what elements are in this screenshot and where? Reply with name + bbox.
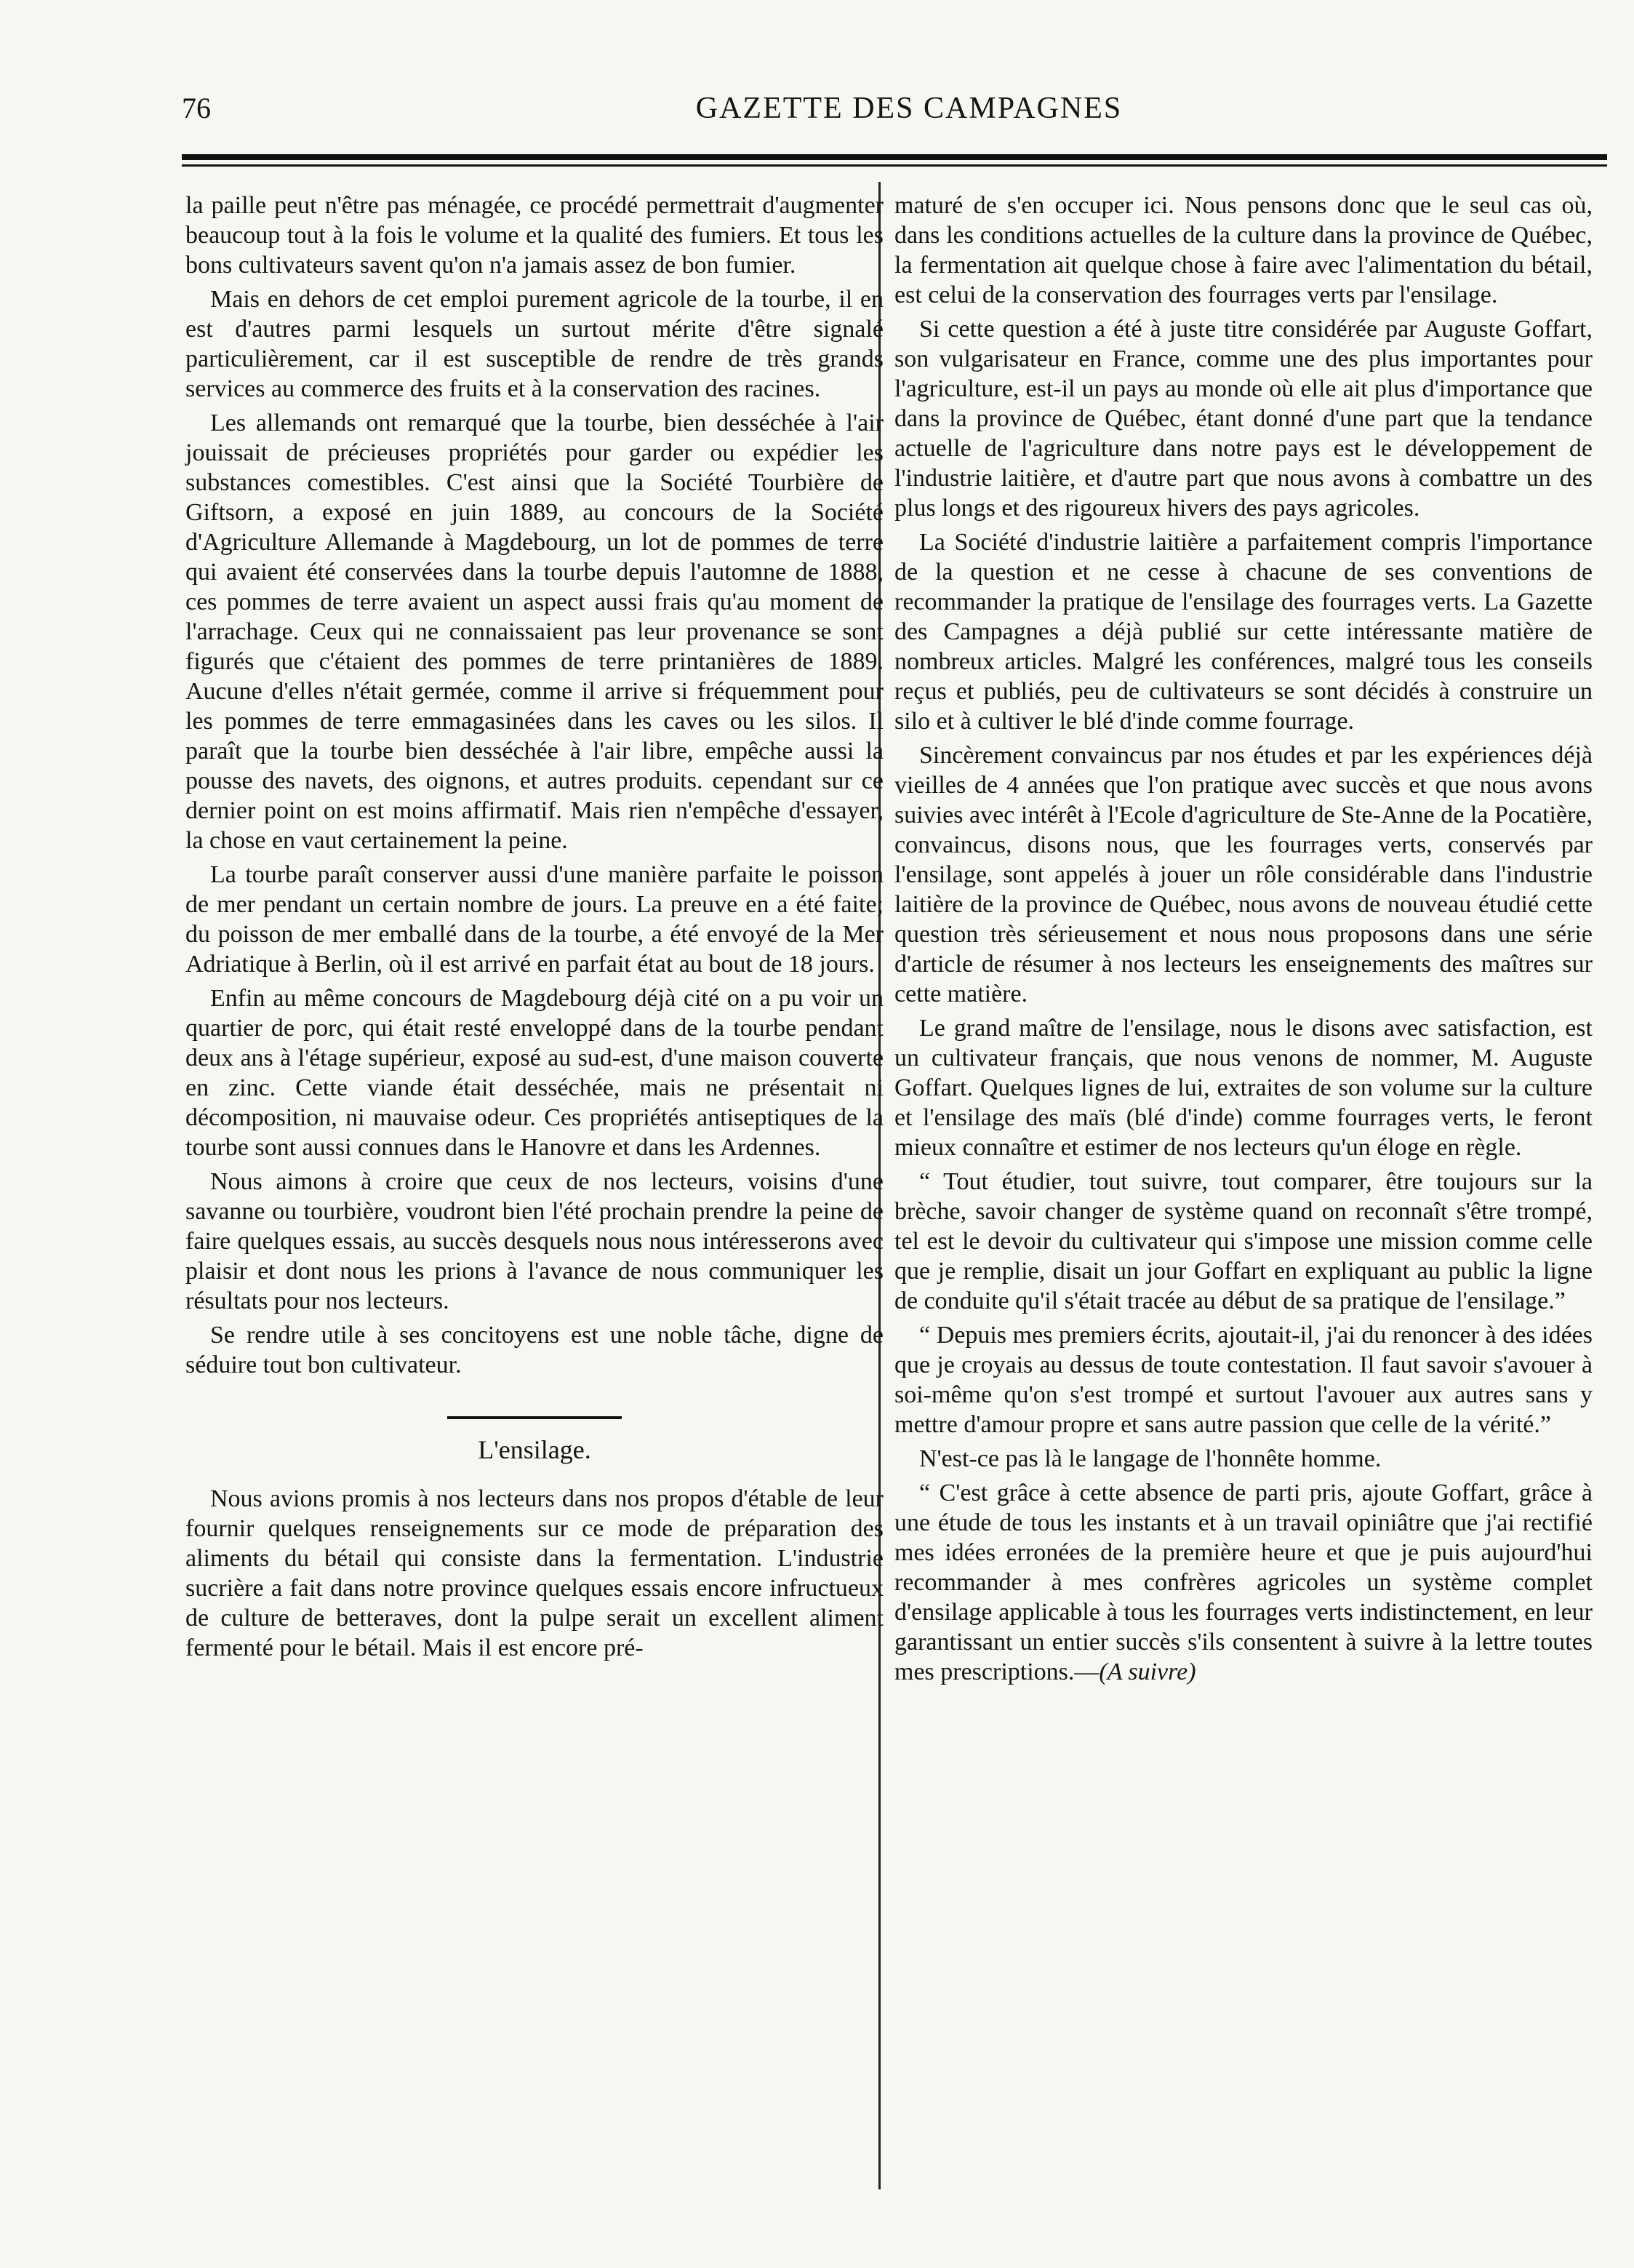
paragraph: La Société d'industrie laitière a parfaitement compris l'importance de la question et ne cesse à chacune de ses conventions de recommander la pratique de l'ensilage des fourrages verts. La Gazette des Campagnes a déjà publié sur cette intéressante matière de nombreux articles. Malgré les conférences, malgré tous les conseils reçus et publiés, peu de cultivateurs se sont décidés à construire un silo et à cultiver le blé d'inde comme fourrage.: [894, 529, 1593, 735]
quotation-paragraph: “ Depuis mes premiers écrits, ajoutait-il, j'ai du renoncer à des idées que je croyais au dessus de toute contestation. Il faut savoir s'avouer à soi-même qu'on s'est trompé et surtout l'avouer aux autres sans y mettre d'amour propre et sans autre passion que celle de la vérité.”: [894, 1322, 1593, 1438]
page-header: [182, 87, 1607, 138]
paragraph: Nous avions promis à nos lecteurs dans nos propos d'étable de leur fournir quelques renseignements sur ce mode de préparation des aliments du bétail qui consiste dans la fermentation. L'industrie sucrière a fait dans notre province quelques essais encore infructueux de culture de betteraves, dont la pulpe serait un excellent aliment fermenté pour le bétail. Mais il est encore pré-: [185, 1485, 884, 1661]
quotation-paragraph: “ Tout étudier, tout suivre, tout comparer, être toujours sur la brèche, savoir changer de système quand on reconnaît s'être trompé, tel est le devoir du cultivateur qui s'impose une mission comme celle que je remplie, disait un jour Goffart en expliquant au public la ligne de conduite qu'il s'était tracée au début de sa pratique de l'ensilage.”: [894, 1168, 1593, 1314]
paragraph: Nous aimons à croire que ceux de nos lecteurs, voisins d'une savanne ou tourbière, voudront bien l'été prochain prendre la peine de faire quelques essais, au succès desquels nous nous intéresserons avec plaisir et dont nous les prions à l'avance de nous communiquer les résultats pour nos lecteurs.: [185, 1168, 884, 1314]
paragraph: N'est-ce pas là le langage de l'honnête homme.: [919, 1445, 1382, 1472]
to-be-continued-note: (A suivre): [1099, 1658, 1196, 1685]
left-column: [185, 191, 884, 1667]
paragraph: la paille peut n'être pas ménagée, ce procédé permettrait d'augmenter beaucoup tout à la fois le volume et la qualité des fumiers. Et tous les bons cultivateurs savent qu'on n'a jamais assez de bon fumier.: [185, 192, 884, 279]
header-rule-thick: [182, 154, 1607, 160]
running-title: GAZETTE DES CAMPAGNES: [695, 92, 1123, 125]
paragraph: Se rendre utile à ses concitoyens est une noble tâche, digne de séduire tout bon cultivateur.: [185, 1322, 884, 1378]
page-number: 76: [182, 92, 211, 124]
right-column: [894, 191, 1593, 1691]
header-rule-thin: [182, 164, 1607, 167]
paragraph: Enfin au même concours de Magdebourg déjà cité on a pu voir un quartier de porc, qui était resté enveloppé dans de la tourbe pendant deux ans à l'étage supérieur, exposé au sud-est, d'une maison couverte en zinc. Cette viande était desséchée, mais ne présentait ni décomposition, ni mauvaise odeur. Ces propriétés antiseptiques de la tourbe sont aussi connues dans le Hanovre et dans les Ardennes.: [185, 985, 884, 1161]
quotation-text: “ C'est grâce à cette absence de parti pris, ajoute Goffart, grâce à une étude de tous les instants et à un travail opiniâtre que j'ai rectifié mes idées erronées de la première heure et que je puis aujourd'hui recommander à mes confrères agricoles un système complet d'ensilage applicable à tous les fourrages verts indistinctement, en leur garantissant un entier succès s'ils consentent à suivre à la lettre toutes mes prescriptions.—: [894, 1480, 1593, 1685]
paragraph: Mais en dehors de cet emploi purement agricole de la tourbe, il en est d'autres parmi lesquels un surtout mérite d'être signalé particulièrement, car il est susceptible de rendre de très grands services au commerce des fruits et à la conservation des racines.: [185, 286, 884, 402]
quotation-paragraph: [894, 1478, 1593, 1687]
paragraph: Sincèrement convaincus par nos études et par les expériences déjà vieilles de 4 années que l'on pratique avec succès et que nous avons suivies avec intérêt à l'Ecole d'agriculture de Ste-Anne de la Pocatière, convaincus, disons nous, que les fourrages verts, conservés par l'ensilage, sont appelés à jouer un rôle considérable dans l'industrie laitière de la province de Québec, nous avons de nouveau étudié cette question très sérieusement et nous nous proposons dans une série d'article de résumer à nos lecteurs les enseignements des maîtres sur cette matière.: [894, 742, 1593, 1007]
paragraph: Les allemands ont remarqué que la tourbe, bien desséchée à l'air jouissait de précieuses propriétés pour garder ou expédier les substances comestibles. C'est ainsi que la Société Tourbière de Giftsorn, a exposé en juin 1889, au concours de la Société d'Agriculture Allemande à Magdebourg, un lot de pommes de terre qui avaient été conservées dans la tourbe depuis l'automne de 1888, ces pommes de terre avaient un aspect aussi frais qu'au moment de l'arrachage. Ceux qui ne connaissaient pas leur provenance se sont figurés que c'étaient des pommes de terre printanières de 1889. Aucune d'elles n'était germée, comme il arrive si fréquemment pour les pommes de terre emmagasinées dans les caves ou les silos. Il paraît que la tourbe bien desséchée à l'air libre, empêche aussi la pousse des navets, des oignons, et autres produits. cependant sur ce dernier point on est moins affirmatif. Mais rien n'empêche d'essayer, la chose en vaut certainement la peine.: [185, 410, 884, 854]
paragraph: Le grand maître de l'ensilage, nous le disons avec satisfaction, est un cultivateur français, que nous venons de nommer, M. Auguste Goffart. Quelques lignes de lui, extraites de son volume sur la culture et l'ensilage des maïs (blé d'inde) comme fourrages verts, le feront mieux connaître et estimer de nos lecteurs qu'un éloge en règle.: [894, 1015, 1593, 1161]
section-divider: [447, 1416, 622, 1419]
section-title: L'ensilage.: [478, 1435, 591, 1464]
paragraph: maturé de s'en occuper ici. Nous pensons donc que le seul cas où, dans les conditions actuelles de la culture dans la province de Québec, la fermentation ait quelque chose à faire avec l'alimentation du bétail, est celui de la conservation des fourrages verts par l'ensilage.: [894, 192, 1593, 308]
paragraph: Si cette question a été à juste titre considérée par Auguste Goffart, son vulgarisateur en France, comme une des plus importantes pour l'agriculture, est-il un pays au monde où elle ait plus d'importance que dans la province de Québec, étant donné d'une part que la tendance actuelle de l'agriculture dans notre pays est le développement de l'industrie laitière, et d'autre part que nous avons à combattre un des plus longs et des rigoureux hivers des pays agricoles.: [894, 316, 1593, 522]
paragraph: La tourbe paraît conserver aussi d'une manière parfaite le poisson de mer pendant un certain nombre de jours. La preuve en a été faite; du poisson de mer emballé dans de la tourbe, a été envoyé de la Mer Adriatique à Berlin, où il est arrivé en parfait état au bout de 18 jours.: [185, 861, 884, 978]
